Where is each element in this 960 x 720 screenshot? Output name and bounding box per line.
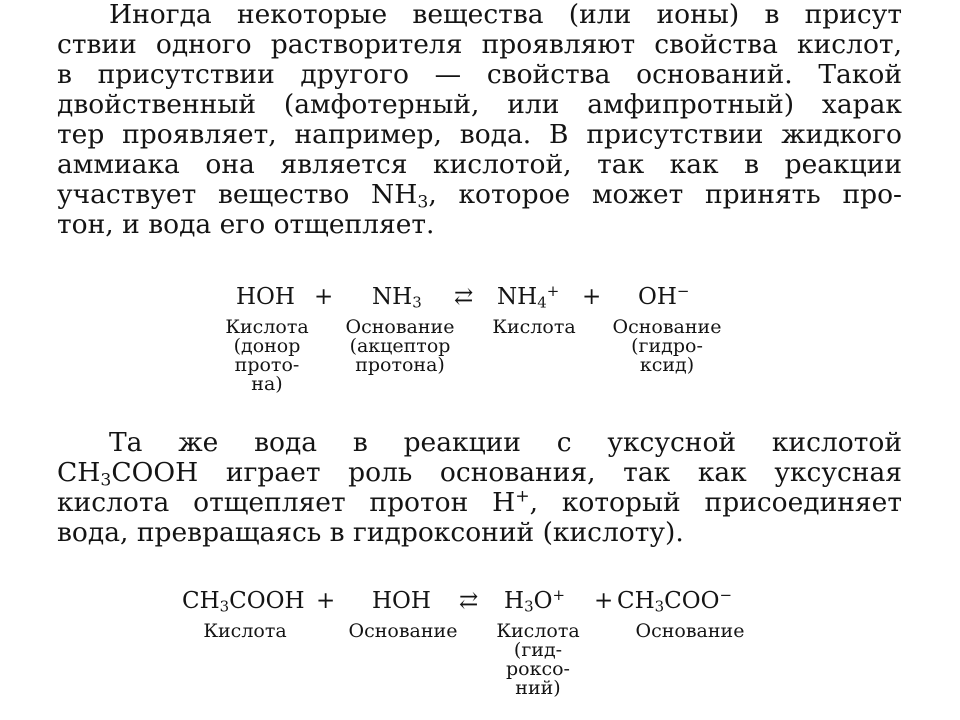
text-line-with-formula: участвует вещество $NH_3$, которое может принять про- xyxy=(57,179,902,213)
label-acid-hydroxonium: Кислота (гид- роксо- ний) xyxy=(496,620,580,699)
formula-ch3coo-minus: $CH_3COO^-$ xyxy=(617,585,733,616)
text-line: вода, превращаясь в гидроксоний (кислоту). xyxy=(57,517,684,548)
text-line: Та же вода в реакции с уксусной кислотой xyxy=(109,427,902,458)
formula-nh3: $NH_3$ xyxy=(372,284,422,312)
label-base-hydroxide: Основание (гидро- ксид) xyxy=(612,316,722,376)
label-base: Основание xyxy=(635,620,745,642)
text-line: тон, и вода его отщепляет. xyxy=(57,209,435,240)
label-acid: Кислота xyxy=(492,316,576,338)
plus-sign: + xyxy=(316,588,336,614)
plus-sign: + xyxy=(314,284,334,310)
equilibrium-arrow: ⇄ xyxy=(454,284,474,310)
formula-ch3cooh: $CH_3COOH$ xyxy=(182,588,305,616)
formula-hoh: HOH xyxy=(372,588,431,614)
paragraph-water-acetic-acid xyxy=(57,428,902,548)
paragraph-amphoteric-intro xyxy=(57,0,902,240)
label-base-proton-acceptor: Основание (акцептор протона) xyxy=(345,316,455,376)
text-line: аммиака она является кислотой, так как в реакции xyxy=(57,149,902,180)
text-line: двойственный (амфотерный, или амфипротный) харак xyxy=(57,89,902,120)
label-acid-proton-donor: Кислота (донор прото- на) xyxy=(225,316,309,395)
plus-sign: + xyxy=(594,588,614,614)
text-line: Иногда некоторые вещества (или ионы) в присут xyxy=(109,0,902,30)
text-line-with-formula: кислота отщепляет протон H+, который присоединяет xyxy=(57,486,902,518)
plus-sign: + xyxy=(582,284,602,310)
text-line: тер проявляет, например, вода. В присутствии жидкого xyxy=(57,119,902,150)
text-line: ствии одного растворителя проявляют свойства кислот, xyxy=(57,29,902,60)
formula-nh4-plus: $NH_4^+$ xyxy=(497,281,560,312)
formula-hoh: HOH xyxy=(236,284,295,310)
label-acid: Кислота xyxy=(203,620,287,642)
formula-h3o-plus: $H_3O^+$ xyxy=(504,585,565,616)
text-line-with-formula: $CH_3COOH$ играет роль основания, так как уксусная xyxy=(57,457,902,491)
equilibrium-arrow: ⇄ xyxy=(459,588,479,614)
formula-oh-minus: OH− xyxy=(638,281,690,310)
label-base: Основание xyxy=(348,620,458,642)
text-line: в присутствии другого — свойства оснований. Такой xyxy=(57,59,902,90)
